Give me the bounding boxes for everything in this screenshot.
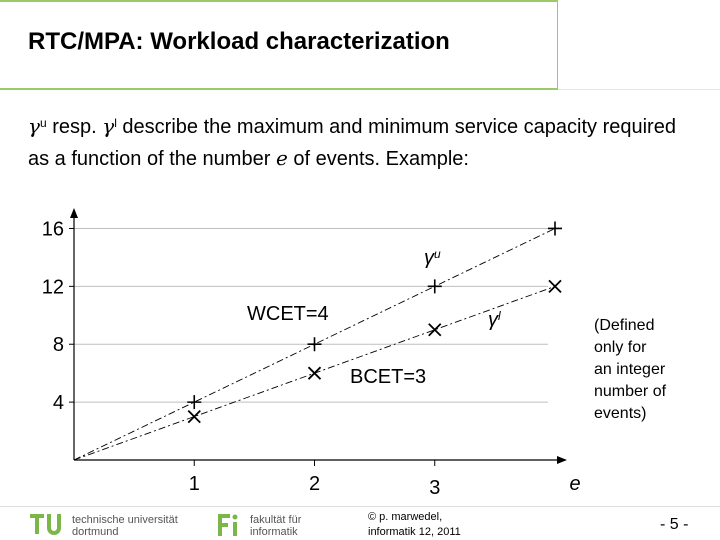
workload-chart: [0, 200, 600, 505]
bcet-annotation: BCET=3: [350, 366, 427, 388]
x-axis-label: e: [569, 473, 581, 495]
side-note-line: number of: [594, 383, 667, 400]
plus-mark: [187, 395, 201, 409]
page-number: - 5 -: [660, 516, 689, 533]
cross-mark: [188, 411, 200, 423]
y-tick-label: 12: [41, 276, 64, 299]
var-e: e: [275, 146, 288, 170]
side-note-line: (Defined: [594, 317, 655, 334]
chart-marks: [187, 221, 562, 422]
gamma-lower-label: $\gamma^l$: [488, 309, 501, 331]
header-bottom-rule: [0, 88, 558, 90]
wcet-annotation: WCET=4: [247, 303, 329, 325]
fi-logo-icon: [216, 512, 242, 538]
x-tick-label: 1: [188, 473, 200, 495]
plus-mark: [308, 337, 322, 351]
cross-mark: [309, 367, 321, 379]
gamma-symbol: γ: [102, 114, 115, 138]
header-corner-box: [558, 0, 720, 90]
cross-mark: [429, 324, 441, 336]
plus-mark: [548, 221, 562, 235]
y-tick-label: 4: [52, 392, 64, 415]
y-tick-label: 16: [41, 218, 64, 241]
chart-labels: [42, 218, 581, 499]
gamma-lower-sup: l: [114, 116, 117, 130]
para-text-2: describe the maximum and minimum service capacity required as a function of the number: [28, 116, 676, 170]
fi-name: fakultät für informatik: [250, 514, 302, 538]
x-axis-arrow: [557, 456, 567, 464]
body-paragraph: [28, 112, 678, 174]
y-tick-label: 8: [52, 334, 64, 357]
tu-logo-icon: [30, 512, 64, 536]
para-text-3: of events. Example:: [293, 148, 469, 170]
side-note-line: only for: [594, 339, 647, 356]
x-tick-label: 3: [429, 477, 441, 499]
plus-mark: [428, 279, 442, 293]
gamma-symbol: γ: [28, 114, 40, 138]
gamma-upper-sup: u: [39, 116, 47, 130]
x-tick-label: 2: [308, 473, 321, 495]
copyright: © p. marwedel, informatik 12, 2011: [368, 511, 461, 538]
header-top-rule: [0, 0, 558, 2]
side-note-line: events): [594, 405, 647, 422]
para-text-1: resp.: [52, 116, 97, 138]
slide-title: RTC/MPA: Workload characterization: [28, 28, 450, 55]
gamma-upper-label: $\gamma^u$: [424, 247, 441, 269]
chart-axes: [69, 208, 567, 466]
side-note-line: an integer: [594, 361, 666, 378]
side-note: [594, 315, 704, 425]
footer-rule: [0, 506, 720, 507]
cross-mark: [549, 280, 561, 292]
y-axis-arrow: [70, 208, 78, 218]
tu-name: technische universität dortmund: [72, 514, 178, 538]
